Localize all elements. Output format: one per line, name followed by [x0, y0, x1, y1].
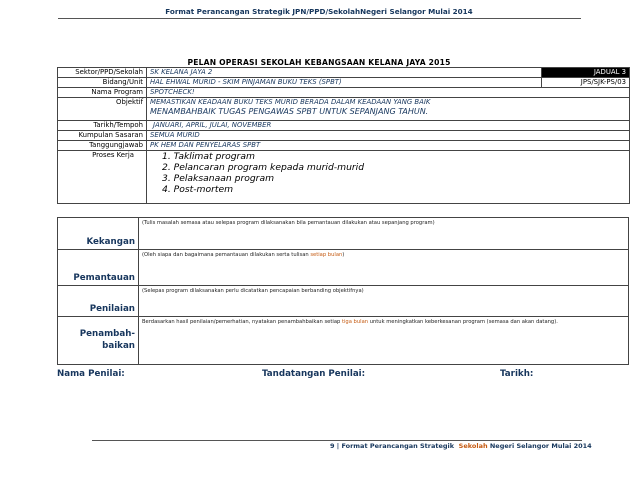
proses-step: 4. Post-mortem — [162, 184, 234, 195]
jadual-badge: JADUAL 3 — [542, 68, 630, 78]
text-penilaian: (Selepas program dilaksanakan perlu dicatatkan pencapaian berbanding objektifnya) — [139, 286, 629, 317]
value-kumpulan: SEMUA MURID — [147, 131, 630, 141]
text-kekangan: (Tulis masalah semasa atau selepas program dilaksanakan bila pemantauan dilakukan atau sepanjang program) — [139, 218, 629, 250]
tandatangan-penilai-label: Tandatangan Penilai: — [262, 369, 366, 379]
footer-text: Format Perancangan Strategik — [341, 442, 459, 450]
penambahbaikan-text-end: untuk meningkatkan keberkesanan program (semasa dan akan datang). — [368, 319, 558, 325]
proses-steps — [150, 151, 626, 195]
tarikh-text: JANUARI, APRIL, JULAI, NOVEMBER — [153, 121, 272, 129]
label-nama-program: Nama Program — [58, 88, 147, 98]
pemantauan-text: (Oleh siapa dan bagaimana pemantauan dilakukan serta tulisan — [142, 252, 311, 258]
row-kumpulan — [58, 131, 630, 141]
text-pemantauan — [139, 250, 629, 286]
footer-separator: | — [334, 442, 342, 450]
label-tanggungjawab: Tanggungjawab — [58, 141, 147, 151]
value-tanggungjawab: PK HEM DAN PENYELARAS SPBT — [147, 141, 630, 151]
objektif-line-2: MENAMBAHBAIK TUGAS PENGAWAS SPBT UNTUK SEPANJANG TAHUN. — [150, 107, 429, 116]
value-nama-program: SPOTCHECK! — [147, 88, 630, 98]
penambahbaikan-text: Berdasarkan hasil penilaian/pemerhatian, nyatakan penambahbaikan setiap — [142, 319, 342, 325]
label-kumpulan: Kumpulan Sasaran — [58, 131, 147, 141]
penambahbaikan-highlight: tiga bulan — [341, 319, 369, 325]
page-number: 9 — [330, 442, 335, 450]
objektif-line-1: MEMASTIKAN KEADAAN BUKU TEKS MURID BERADA DALAM KEADAAN YANG BAIK — [150, 98, 431, 106]
footer-highlight: Sekolah — [458, 442, 488, 450]
row-pemantauan — [58, 250, 629, 286]
label-penilaian: Penilaian — [58, 286, 139, 317]
row-penilaian — [58, 286, 629, 317]
label-pemantauan: Pemantauan — [58, 250, 139, 286]
row-tarikh — [58, 121, 630, 131]
page-header: Format Perancangan Strategik JPN/PPD/SekolahNegeri Selangor Mulai 2014 — [165, 7, 473, 16]
penambahbaikan-label-1: Penambah- — [79, 328, 135, 339]
evaluation-table — [57, 217, 629, 365]
document-title: PELAN OPERASI SEKOLAH KEBANGSAAN KELANA JAYA 2015 — [187, 58, 451, 67]
value-tarikh — [147, 121, 630, 131]
value-bidang: HAL EHWAL MURID - SKIM PINJAMAN BUKU TEKS (SPBT) — [147, 78, 542, 88]
label-proses — [58, 151, 147, 204]
row-proses — [58, 151, 630, 204]
row-kekangan — [58, 218, 629, 250]
label-objektif: Objektif — [58, 98, 147, 121]
operation-plan-table — [57, 67, 630, 204]
penambahbaikan-label-2: baikan — [102, 340, 135, 351]
label-tarikh: Tarikh/Tempoh — [58, 121, 147, 131]
tarikh-label: Tarikh: — [500, 369, 534, 379]
footer-text-end: Negeri Selangor Mulai 2014 — [487, 442, 592, 450]
proses-step: 2. Pelancaran program kepada murid-murid — [162, 162, 365, 173]
document-code: JPS/SJK-PS/03 — [542, 78, 630, 88]
value-sektor: SK KELANA JAYA 2 — [147, 68, 542, 78]
value-proses — [147, 151, 630, 204]
pemantauan-text-end: ) — [342, 252, 345, 258]
row-bidang — [58, 78, 630, 88]
value-objektif — [147, 98, 630, 121]
label-penambahbaikan — [58, 317, 139, 365]
footer-divider — [92, 440, 582, 441]
row-objektif — [58, 98, 630, 121]
pemantauan-highlight: setiap bulan — [310, 252, 343, 258]
row-penambahbaikan — [58, 317, 629, 365]
label-bidang: Bidang/Unit — [58, 78, 147, 88]
row-nama-program — [58, 88, 630, 98]
proses-step: 3. Pelaksanaan program — [162, 173, 275, 184]
proses-label-text: Proses Kerja — [92, 151, 134, 159]
row-sektor — [58, 68, 630, 78]
header-divider — [58, 18, 581, 19]
label-kekangan: Kekangan — [58, 218, 139, 250]
proses-step: 1. Taklimat program — [162, 151, 255, 162]
text-penambahbaikan — [139, 317, 629, 365]
label-sektor: Sektor/PPD/Sekolah — [58, 68, 147, 78]
row-tanggungjawab — [58, 141, 630, 151]
page-footer — [330, 442, 592, 450]
nama-penilai-label: Nama Penilai: — [57, 369, 125, 379]
